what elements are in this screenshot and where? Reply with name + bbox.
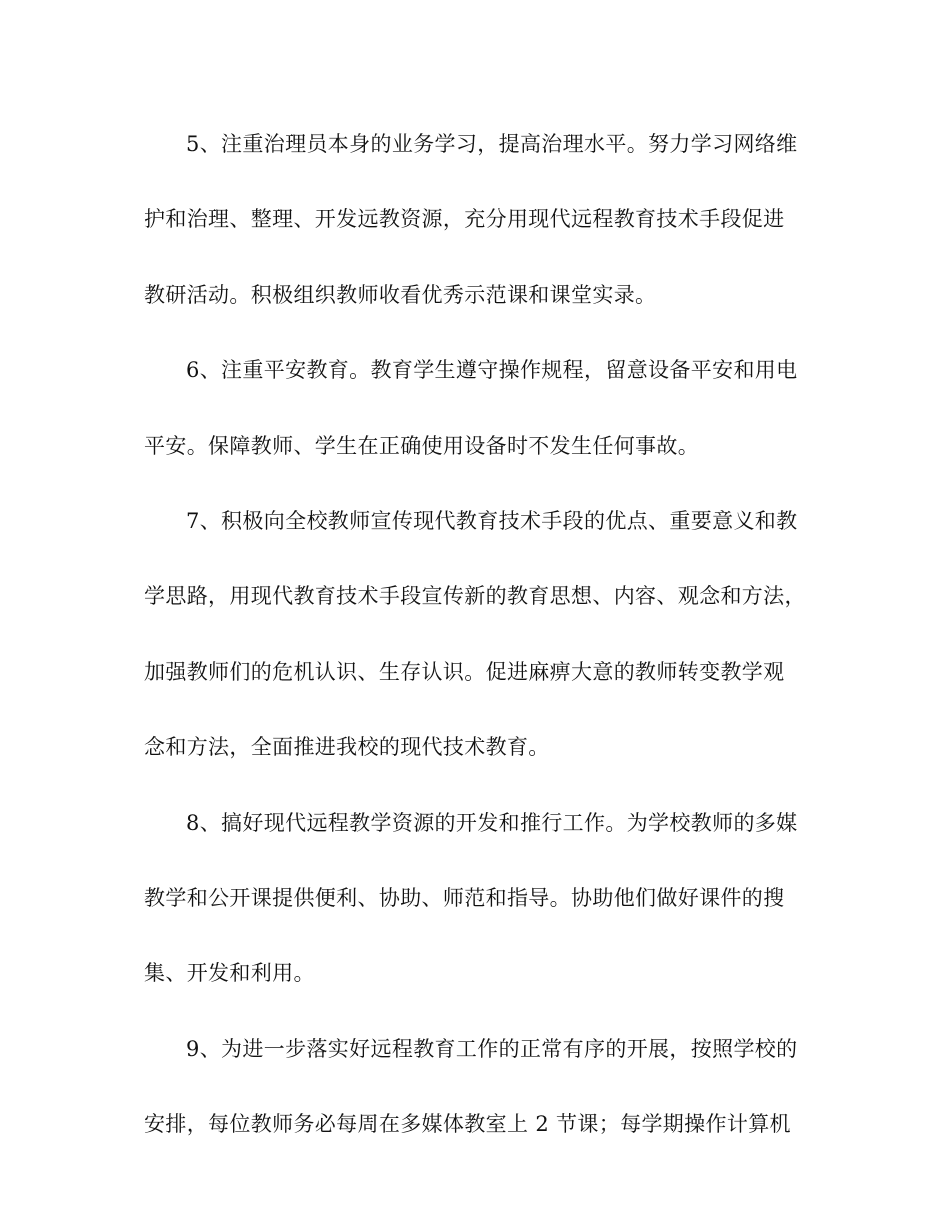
text-line: 8、搞好现代远程教学资源的开发和推行工作。为学校教师的多媒 <box>186 810 798 835</box>
text-line: 安排，每位教师务必每周在多媒体教室上 2 节课；每学期操作计算机 <box>144 1112 791 1137</box>
text-line: 5、注重治理员本身的业务学习，提高治理水平。努力学习网络维 <box>186 132 798 156</box>
text-line: 护和治理、整理、开发远教资源，充分用现代远程教育技术手段促进 <box>144 207 785 232</box>
text-line: 教研活动。积极组织教师收看优秀示范课和课堂实录。 <box>144 282 657 307</box>
text-line: 9、为进一步落实好远程教育工作的正常有序的开展，按照学校的 <box>186 1036 798 1061</box>
text-line: 学思路，用现代教育技术手段宣传新的教育思想、内容、观念和方法， <box>144 584 806 609</box>
text-line: 念和方法，全面推进我校的现代技术教育。 <box>144 735 550 760</box>
text-line: 平安。保障教师、学生在正确使用设备时不发生任何事故。 <box>144 433 700 458</box>
document-body <box>144 122 814 1177</box>
text-line: 教学和公开课提供便利、协助、师范和指导。协助他们做好课件的搜 <box>144 885 785 910</box>
text-line: 集、开发和利用。 <box>144 961 315 986</box>
text-line: 7、积极向全校教师宣传现代教育技术手段的优点、重要意义和教 <box>186 508 798 533</box>
text-line: 6、注重平安教育。教育学生遵守操作规程，留意设备平安和用电 <box>186 358 798 383</box>
text-line: 加强教师们的危机认识、生存认识。促进麻痹大意的教师转变教学观 <box>144 659 785 684</box>
